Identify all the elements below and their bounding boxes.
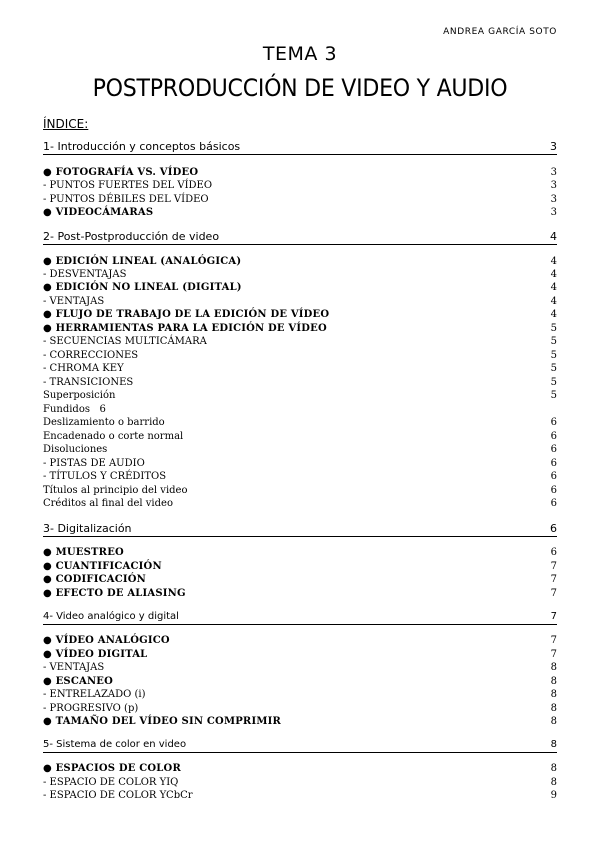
toc-label: - TÍTULOS Y CRÉDITOS bbox=[43, 471, 167, 482]
toc-page: 8 bbox=[550, 703, 557, 714]
toc-page: 8 bbox=[550, 716, 557, 727]
toc-page: 4 bbox=[550, 296, 557, 307]
page-title: POSTPRODUCCIÓN DE VIDEO Y AUDIO bbox=[92, 74, 508, 102]
toc-entry[interactable] bbox=[43, 443, 557, 456]
toc-page: 8 bbox=[550, 763, 557, 774]
toc-entry[interactable] bbox=[43, 546, 557, 559]
toc-entry[interactable] bbox=[43, 789, 557, 802]
toc-entry[interactable] bbox=[43, 416, 557, 429]
toc-page: 7 bbox=[550, 588, 557, 599]
toc-page: 5 bbox=[550, 363, 557, 374]
toc-page: 3 bbox=[550, 167, 557, 178]
toc-page: 3 bbox=[550, 194, 557, 205]
toc-entry[interactable] bbox=[43, 715, 557, 728]
toc-label: - SECUENCIAS MULTICÁMARA bbox=[43, 336, 207, 347]
toc-label: ● CODIFICACIÓN bbox=[43, 574, 147, 585]
toc-label: - TRANSICIONES bbox=[43, 377, 134, 388]
toc-entry[interactable] bbox=[43, 497, 557, 510]
toc-label: ● ESPACIOS DE COLOR bbox=[43, 763, 181, 774]
toc-page: 5 bbox=[550, 336, 557, 347]
toc-entry[interactable] bbox=[43, 349, 557, 362]
toc-page: 3 bbox=[550, 140, 557, 153]
toc-label: ● ESCANEO bbox=[43, 676, 114, 687]
toc-entry[interactable] bbox=[43, 322, 557, 335]
toc-label: - DESVENTAJAS bbox=[43, 269, 127, 280]
toc-entry[interactable] bbox=[43, 295, 557, 308]
toc-entry[interactable] bbox=[43, 166, 557, 179]
toc-page: 7 bbox=[550, 635, 557, 646]
toc-entry[interactable] bbox=[43, 688, 557, 701]
toc-entry[interactable] bbox=[43, 484, 557, 497]
toc-label: Encadenado o corte normal bbox=[43, 431, 184, 442]
toc-entry[interactable] bbox=[43, 573, 557, 586]
toc-entry[interactable] bbox=[43, 389, 557, 402]
toc-label: 4- Video analógico y digital bbox=[43, 611, 179, 622]
toc-label: ● HERRAMIENTAS PARA LA EDICIÓN DE VÍDEO bbox=[43, 323, 327, 334]
toc-page: 7 bbox=[550, 574, 557, 585]
toc-label: 2- Post-Postproducción de video bbox=[43, 230, 220, 243]
toc-entry[interactable] bbox=[43, 762, 557, 775]
toc-entry[interactable] bbox=[43, 268, 557, 281]
toc-label: ● FOTOGRAFÍA VS. VÍDEO bbox=[43, 167, 199, 178]
toc-label: 5- Sistema de color en video bbox=[43, 739, 187, 750]
toc-label: ● VÍDEO ANALÓGICO bbox=[43, 635, 170, 646]
toc-page: 4 bbox=[550, 282, 557, 293]
toc-section-1[interactable] bbox=[43, 140, 557, 155]
toc-page: 6 bbox=[550, 471, 557, 482]
toc-page: 5 bbox=[550, 350, 557, 361]
toc-label: - PROGRESIVO (p) bbox=[43, 703, 139, 714]
toc-entry[interactable] bbox=[43, 661, 557, 674]
toc-label: - CHROMA KEY bbox=[43, 363, 124, 374]
toc-label: Deslizamiento o barrido bbox=[43, 417, 165, 428]
toc-entry[interactable] bbox=[43, 308, 557, 321]
toc-page: 8 bbox=[550, 662, 557, 673]
toc-label: - ESPACIO DE COLOR YCbCr bbox=[43, 790, 193, 801]
toc-label: ● EDICIÓN LINEAL (ANALÓGICA) bbox=[43, 256, 242, 267]
toc-page: 9 bbox=[550, 790, 557, 801]
toc-label: ● CUANTIFICACIÓN bbox=[43, 561, 162, 572]
toc-label: - ENTRELAZADO (i) bbox=[43, 689, 146, 700]
toc-entry[interactable] bbox=[43, 376, 557, 389]
toc-entry[interactable] bbox=[43, 587, 557, 600]
toc-page: 3 bbox=[550, 207, 557, 218]
toc-entry[interactable] bbox=[43, 430, 557, 443]
toc-entry[interactable] bbox=[43, 560, 557, 573]
toc-page: 8 bbox=[550, 676, 557, 687]
toc-page: 6 bbox=[550, 444, 557, 455]
toc-label: - PISTAS DE AUDIO bbox=[43, 458, 145, 469]
toc-label: - ESPACIO DE COLOR YIQ bbox=[43, 777, 179, 788]
toc-entry[interactable] bbox=[43, 470, 557, 483]
toc-label: - VENTAJAS bbox=[43, 662, 105, 673]
toc-entry[interactable] bbox=[43, 648, 557, 661]
toc-page: 7 bbox=[550, 611, 557, 622]
toc-label: ● VÍDEO DIGITAL bbox=[43, 649, 148, 660]
toc-label: - PUNTOS FUERTES DEL VÍDEO bbox=[43, 180, 213, 191]
toc-entry[interactable] bbox=[43, 702, 557, 715]
toc-page: 8 bbox=[550, 689, 557, 700]
toc-entry[interactable] bbox=[43, 179, 557, 192]
toc-entry[interactable] bbox=[43, 457, 557, 470]
toc-label: ● VIDEOCÁMARAS bbox=[43, 207, 154, 218]
toc-label: ● EFECTO DE ALIASING bbox=[43, 588, 186, 599]
toc-page: 6 bbox=[550, 417, 557, 428]
toc-page: 6 bbox=[550, 431, 557, 442]
toc-label: 3- Digitalización bbox=[43, 522, 132, 535]
toc-section-3[interactable] bbox=[43, 522, 557, 537]
toc-entry[interactable] bbox=[43, 403, 557, 416]
toc-label: 1- Introducción y conceptos básicos bbox=[43, 140, 241, 153]
toc-page: 7 bbox=[550, 561, 557, 572]
toc-label: ● EDICIÓN NO LINEAL (DIGITAL) bbox=[43, 282, 242, 293]
toc-page: 5 bbox=[550, 323, 557, 334]
toc-page: 7 bbox=[550, 649, 557, 660]
toc-label: Fundidos 6 bbox=[43, 404, 106, 415]
toc-label: Superposición bbox=[43, 390, 116, 401]
toc-page: 6 bbox=[550, 458, 557, 469]
toc-label: ● TAMAÑO DEL VÍDEO SIN COMPRIMIR bbox=[43, 716, 281, 727]
toc-page: 6 bbox=[550, 522, 557, 535]
toc-entry[interactable] bbox=[43, 335, 557, 348]
toc-page: 5 bbox=[550, 390, 557, 401]
index-heading: ÍNDICE: bbox=[43, 117, 89, 131]
toc-section-2[interactable] bbox=[43, 230, 557, 245]
toc-section-5[interactable] bbox=[43, 738, 557, 753]
toc-label: Títulos al principio del video bbox=[43, 485, 188, 496]
toc-label: - VENTAJAS bbox=[43, 296, 105, 307]
toc-label: - PUNTOS DÉBILES DEL VÍDEO bbox=[43, 194, 209, 205]
toc-entry[interactable] bbox=[43, 776, 557, 789]
toc-page: 4 bbox=[550, 230, 557, 243]
toc-page: 6 bbox=[550, 498, 557, 509]
toc-page: 3 bbox=[550, 180, 557, 191]
toc-entry[interactable] bbox=[43, 281, 557, 294]
author-name: ANDREA GARCÍA SOTO bbox=[443, 27, 557, 37]
toc-page: 6 bbox=[550, 547, 557, 558]
toc-page: 8 bbox=[550, 777, 557, 788]
toc-entry[interactable] bbox=[43, 634, 557, 647]
toc-page: 4 bbox=[550, 269, 557, 280]
toc-label: Créditos al final del video bbox=[43, 498, 173, 509]
toc-section-4[interactable] bbox=[43, 610, 557, 625]
toc-label: Disoluciones bbox=[43, 444, 108, 455]
toc-page: 6 bbox=[550, 485, 557, 496]
toc-page: 5 bbox=[550, 377, 557, 388]
toc-label: - CORRECCIONES bbox=[43, 350, 139, 361]
toc-page: 8 bbox=[550, 739, 557, 750]
topic-number: TEMA 3 bbox=[262, 43, 338, 65]
toc-entry[interactable] bbox=[43, 255, 557, 268]
toc-label: ● FLUJO DE TRABAJO DE LA EDICIÓN DE VÍDEO bbox=[43, 309, 330, 320]
toc-label: ● MUESTREO bbox=[43, 547, 124, 558]
toc-entry[interactable] bbox=[43, 362, 557, 375]
toc-page: 4 bbox=[550, 256, 557, 267]
toc-entry[interactable] bbox=[43, 206, 557, 219]
toc-entry[interactable] bbox=[43, 675, 557, 688]
toc-entry[interactable] bbox=[43, 193, 557, 206]
toc-page: 4 bbox=[550, 309, 557, 320]
